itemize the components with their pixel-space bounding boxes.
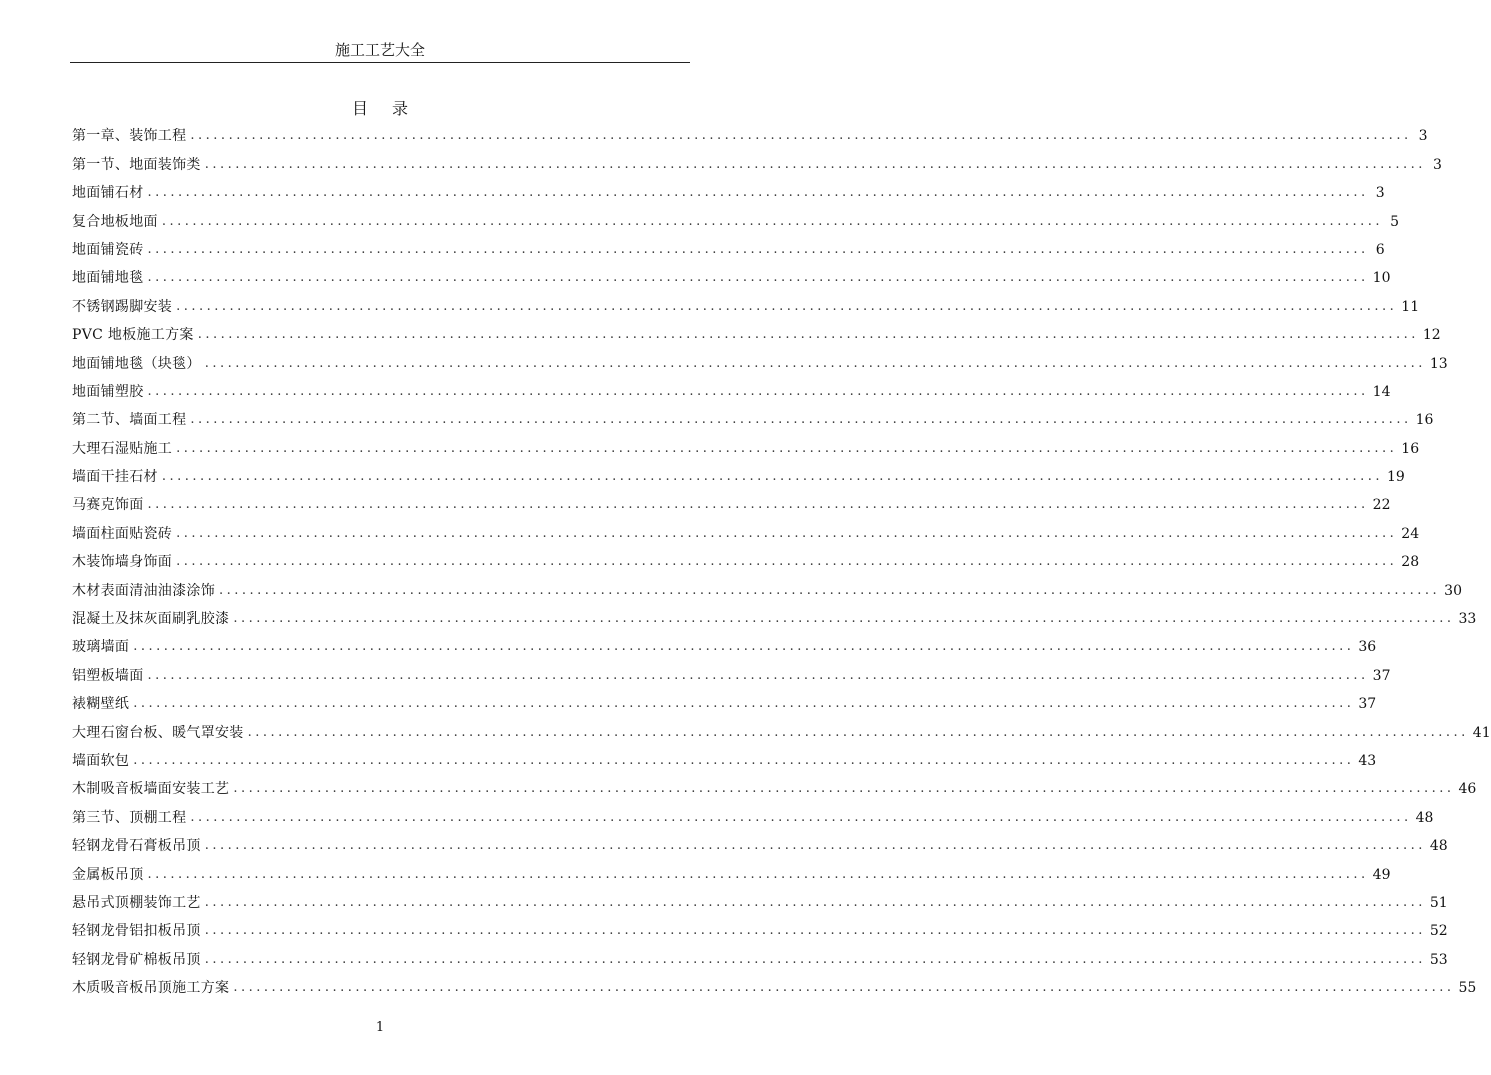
toc-entry[interactable] [72,349,1448,377]
toc-entry[interactable] [72,434,1420,462]
toc-dot-leader: ................................................................................................................................................................ [176,554,1398,570]
toc-entry-label: 墙面软包 [72,752,130,769]
toc-dot-leader: ................................................................................................................................................................ [233,611,1455,627]
toc-dot-leader: ................................................................................................................................................................ [233,781,1455,797]
toc-entry[interactable] [72,775,1477,803]
toc-dot-leader: ................................................................................................................................................................ [176,525,1398,541]
toc-dot-leader: ................................................................................................................................................................ [219,582,1441,598]
toc-entry[interactable] [72,548,1420,576]
toc-entry-page: 5 [1390,213,1399,230]
toc-dot-leader: ................................................................................................................................................................ [204,894,1426,910]
toc-entry-label: 地面铺地毯 [72,270,144,287]
toc-entry-label: 第三节、顶棚工程 [72,809,187,826]
toc-entry[interactable] [72,661,1391,689]
toc-entry[interactable] [72,576,1462,604]
toc-entry-label: 第一节、地面装饰类 [72,156,201,173]
toc-entry[interactable] [72,207,1399,235]
toc-heading: 目录 [351,99,432,118]
toc-entry[interactable] [72,974,1477,1002]
toc-entry-label: 第二节、墙面工程 [72,412,187,429]
toc-entry-label: 墙面柱面贴瓷砖 [72,525,173,542]
toc-dot-leader: ................................................................................................................................................................ [190,809,1412,825]
toc-entry-page: 19 [1386,469,1405,486]
toc-entry-page: 12 [1422,327,1441,344]
toc-entry-page: 3 [1432,156,1442,173]
toc-entry-label: 玻璃墙面 [72,639,130,656]
toc-entry-label: 地面铺塑胶 [72,383,144,400]
toc-entry-page: 16 [1401,440,1420,457]
toc-entry-label: 大理石窗台板、暖气罩安装 [72,724,244,741]
toc-entry-page: 55 [1458,980,1477,997]
toc-entry[interactable] [72,491,1391,519]
page-number: 1 [375,1020,385,1035]
toc-entry[interactable] [72,519,1420,547]
toc-dot-leader: ................................................................................................................................................................ [204,156,1426,172]
toc-dot-leader: ................................................................................................................................................................ [247,724,1469,740]
toc-dot-leader: ................................................................................................................................................................ [197,327,1419,343]
toc-entry[interactable] [72,122,1428,150]
toc-dot-leader: ................................................................................................................................................................ [204,838,1426,854]
toc-entry[interactable] [72,690,1377,718]
toc-entry-page: 46 [1458,781,1477,798]
toc-entry-page: 30 [1444,582,1462,599]
document-title: 施工工艺大全 [334,41,425,59]
toc-entry-page: 16 [1415,412,1434,429]
toc-entry-label: 木制吸音板墙面安装工艺 [72,781,230,798]
toc-entry-page: 41 [1472,724,1491,741]
toc-entry-label: 第一章、装饰工程 [72,128,187,145]
toc-dot-leader: ................................................................................................................................................................ [233,980,1455,996]
toc-entry[interactable] [72,633,1377,661]
toc-entry-label: 混凝土及抹灰面刷乳胶漆 [72,611,230,628]
toc-dot-leader: ................................................................................................................................................................ [161,469,1383,485]
toc-dot-leader: ................................................................................................................................................................ [176,298,1398,314]
toc-entry[interactable] [72,150,1442,178]
toc-entry[interactable] [72,292,1420,320]
toc-entry-page: 48 [1429,838,1448,855]
toc-entry-page: 37 [1372,667,1391,684]
toc-entry[interactable] [72,945,1448,973]
toc-dot-leader: ................................................................................................................................................................ [147,270,1369,286]
toc-dot-leader: ................................................................................................................................................................ [133,639,1355,655]
toc-entry[interactable] [72,860,1391,888]
toc-entry-page: 28 [1401,554,1420,571]
toc-entry[interactable] [72,236,1385,264]
toc-entry[interactable] [72,264,1391,292]
toc-entry-page: 48 [1415,809,1434,826]
toc-entry[interactable] [72,463,1405,491]
toc-entry-label: 轻钢龙骨矿棉板吊顶 [72,951,201,968]
toc-entry-label: 木装饰墙身饰面 [72,554,173,571]
toc-entry-label: 复合地板地面 [72,213,158,230]
toc-dot-leader: ................................................................................................................................................................ [190,412,1412,428]
toc-entry-page: 3 [1418,128,1428,145]
toc-entry-label: 地面铺瓷砖 [72,241,144,258]
toc-entry-page: 24 [1401,525,1420,542]
toc-entry[interactable] [72,718,1491,746]
toc-dot-leader: ................................................................................................................................................................ [190,128,1412,144]
toc-entry-page: 51 [1429,894,1448,911]
toc-entry[interactable] [72,803,1434,831]
toc-entry-page: 36 [1358,639,1377,656]
toc-entry-page: 53 [1429,951,1448,968]
toc-dot-leader: ................................................................................................................................................................ [147,185,1369,201]
toc-entry-label: 不锈钢踢脚安装 [72,298,173,315]
toc-dot-leader: ................................................................................................................................................................ [204,923,1426,939]
toc-entry[interactable] [72,179,1385,207]
toc-entry-page: 43 [1358,752,1377,769]
toc-entry-label: 墙面干挂石材 [72,469,158,486]
toc-entry-label: PVC 地板施工方案 [72,327,194,344]
toc-entry-page: 52 [1429,923,1448,940]
toc-entry[interactable] [72,832,1448,860]
toc-entry-label: 轻钢龙骨铝扣板吊顶 [72,923,201,940]
toc-entry-label: 木质吸音板吊顶施工方案 [72,980,230,997]
toc-entry-label: 木材表面清油油漆涂饰 [72,582,215,599]
toc-entry[interactable] [72,605,1477,633]
toc-entry-page: 49 [1372,866,1391,883]
toc-entry-label: 裱糊壁纸 [72,696,130,713]
toc-entry-page: 13 [1429,355,1448,372]
toc-dot-leader: ................................................................................................................................................................ [161,213,1383,229]
toc-entry-page: 14 [1372,383,1391,400]
toc-entry-label: 大理石湿贴施工 [72,440,173,457]
toc-entry[interactable] [72,378,1391,406]
toc-entry-page: 22 [1372,497,1391,514]
toc-dot-leader: ................................................................................................................................................................ [204,951,1426,967]
toc-entry[interactable] [72,406,1434,434]
toc-dot-leader: ................................................................................................................................................................ [204,355,1426,371]
toc-entry-label: 地面铺石材 [72,185,144,202]
toc-dot-leader: ................................................................................................................................................................ [147,241,1369,257]
toc-entry[interactable] [72,917,1448,945]
toc-entry-page: 33 [1458,611,1477,628]
toc-dot-leader: ................................................................................................................................................................ [147,866,1369,882]
toc-entry-page: 10 [1372,270,1391,287]
toc-entry-label: 马赛克饰面 [72,497,144,514]
toc-entry-page: 37 [1358,696,1377,713]
toc-dot-leader: ................................................................................................................................................................ [147,383,1369,399]
toc-entry-label: 悬吊式顶棚装饰工艺 [72,894,201,911]
page-header [70,40,690,63]
toc-entry-page: 3 [1375,185,1385,202]
toc-entry[interactable] [72,747,1377,775]
toc-entry-label: 金属板吊顶 [72,866,144,883]
toc-entry-label: 铝塑板墙面 [72,667,144,684]
toc-dot-leader: ................................................................................................................................................................ [147,497,1369,513]
toc-dot-leader: ................................................................................................................................................................ [133,696,1355,712]
toc-entry-page: 6 [1375,241,1385,258]
toc-entry[interactable] [72,889,1448,917]
table-of-contents [72,122,1491,1002]
toc-dot-leader: ................................................................................................................................................................ [176,440,1398,456]
toc-entry-label: 轻钢龙骨石膏板吊顶 [72,838,201,855]
toc-dot-leader: ................................................................................................................................................................ [147,667,1369,683]
toc-entry[interactable] [72,321,1441,349]
toc-dot-leader: ................................................................................................................................................................ [133,752,1355,768]
toc-entry-label: 地面铺地毯（块毯） [72,355,201,372]
toc-entry-page: 11 [1401,298,1420,315]
